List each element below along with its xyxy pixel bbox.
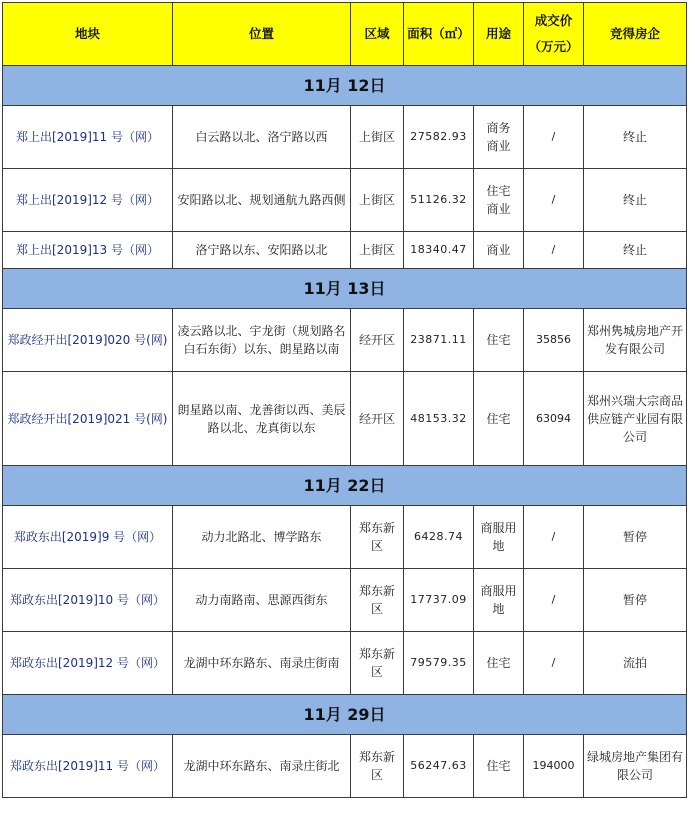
cell-location: 动力北路北、博学路东 [173, 506, 351, 569]
cell-use: 住宅 [474, 735, 524, 798]
cell-location: 龙湖中环东路东、南录庄街北 [173, 735, 351, 798]
section-date: 11月 12日 [3, 66, 687, 106]
table-row [3, 169, 687, 232]
table-body [3, 66, 687, 798]
cell-use: 商服用地 [474, 569, 524, 632]
cell-district: 郑东新区 [351, 632, 404, 695]
date-row [3, 269, 687, 309]
cell-winner: 郑州兴瑞大宗商品供应链产业园有限公司 [584, 372, 687, 466]
cell-winner: 暂停 [584, 506, 687, 569]
cell-winner: 暂停 [584, 569, 687, 632]
cell-district: 经开区 [351, 309, 404, 372]
cell-price: / [524, 632, 584, 695]
cell-area: 51126.32 [404, 169, 474, 232]
cell-district: 上街区 [351, 106, 404, 169]
land-auction-table [2, 2, 687, 798]
cell-use: 住宅 [474, 372, 524, 466]
date-row [3, 66, 687, 106]
cell-parcel-code: 郑政经开出[2019]021 号(网) [3, 372, 173, 466]
cell-area: 79579.35 [404, 632, 474, 695]
table-row [3, 106, 687, 169]
header-use: 用途 [474, 3, 524, 66]
cell-parcel-code: 郑政经开出[2019]020 号(网) [3, 309, 173, 372]
cell-district: 经开区 [351, 372, 404, 466]
cell-price: / [524, 506, 584, 569]
section-date: 11月 13日 [3, 269, 687, 309]
table-row [3, 232, 687, 269]
cell-price: / [524, 232, 584, 269]
cell-area: 48153.32 [404, 372, 474, 466]
table-row [3, 632, 687, 695]
table-row [3, 506, 687, 569]
cell-district: 上街区 [351, 169, 404, 232]
cell-use: 住宅 商业 [474, 169, 524, 232]
cell-district: 郑东新区 [351, 735, 404, 798]
cell-district: 郑东新区 [351, 569, 404, 632]
table-row [3, 735, 687, 798]
cell-parcel-code: 郑上出[2019]13 号（网） [3, 232, 173, 269]
cell-price: / [524, 569, 584, 632]
cell-parcel-code: 郑上出[2019]12 号（网） [3, 169, 173, 232]
date-row [3, 695, 687, 735]
header-winner: 竞得房企 [584, 3, 687, 66]
cell-location: 洛宁路以东、安阳路以北 [173, 232, 351, 269]
cell-winner: 终止 [584, 232, 687, 269]
cell-winner: 郑州隽城房地产开发有限公司 [584, 309, 687, 372]
cell-price: 35856 [524, 309, 584, 372]
cell-parcel-code: 郑政东出[2019]11 号（网） [3, 735, 173, 798]
header-district: 区域 [351, 3, 404, 66]
cell-location: 龙湖中环东路东、南录庄街南 [173, 632, 351, 695]
cell-location: 白云路以北、洛宁路以西 [173, 106, 351, 169]
header-parcel: 地块 [3, 3, 173, 66]
header-price: 成交价 （万元） [524, 3, 584, 66]
cell-parcel-code: 郑政东出[2019]12 号（网） [3, 632, 173, 695]
table-row [3, 372, 687, 466]
cell-parcel-code: 郑上出[2019]11 号（网） [3, 106, 173, 169]
cell-use: 住宅 [474, 309, 524, 372]
header-location: 位置 [173, 3, 351, 66]
cell-price: 194000 [524, 735, 584, 798]
cell-location: 凌云路以北、宇龙街（规划路名白石东街）以东、朗星路以南 [173, 309, 351, 372]
cell-winner: 终止 [584, 169, 687, 232]
cell-area: 6428.74 [404, 506, 474, 569]
cell-use: 住宅 [474, 632, 524, 695]
cell-parcel-code: 郑政东出[2019]9 号（网） [3, 506, 173, 569]
cell-winner: 绿城房地产集团有限公司 [584, 735, 687, 798]
cell-area: 23871.11 [404, 309, 474, 372]
cell-price: 63094 [524, 372, 584, 466]
cell-use: 商务 商业 [474, 106, 524, 169]
header-area: 面积（㎡） [404, 3, 474, 66]
header-row [3, 3, 687, 66]
cell-location: 朗星路以南、龙善街以西、美辰路以北、龙真街以东 [173, 372, 351, 466]
cell-price: / [524, 106, 584, 169]
cell-use: 商服用地 [474, 506, 524, 569]
cell-area: 56247.63 [404, 735, 474, 798]
cell-district: 郑东新区 [351, 506, 404, 569]
cell-winner: 流拍 [584, 632, 687, 695]
table-row [3, 569, 687, 632]
cell-price: / [524, 169, 584, 232]
section-date: 11月 22日 [3, 466, 687, 506]
table-row [3, 309, 687, 372]
cell-use: 商业 [474, 232, 524, 269]
cell-location: 动力南路南、思源西街东 [173, 569, 351, 632]
cell-parcel-code: 郑政东出[2019]10 号（网） [3, 569, 173, 632]
cell-district: 上街区 [351, 232, 404, 269]
section-date: 11月 29日 [3, 695, 687, 735]
date-row [3, 466, 687, 506]
cell-area: 27582.93 [404, 106, 474, 169]
cell-winner: 终止 [584, 106, 687, 169]
cell-area: 17737.09 [404, 569, 474, 632]
cell-area: 18340.47 [404, 232, 474, 269]
cell-location: 安阳路以北、规划通航九路西侧 [173, 169, 351, 232]
